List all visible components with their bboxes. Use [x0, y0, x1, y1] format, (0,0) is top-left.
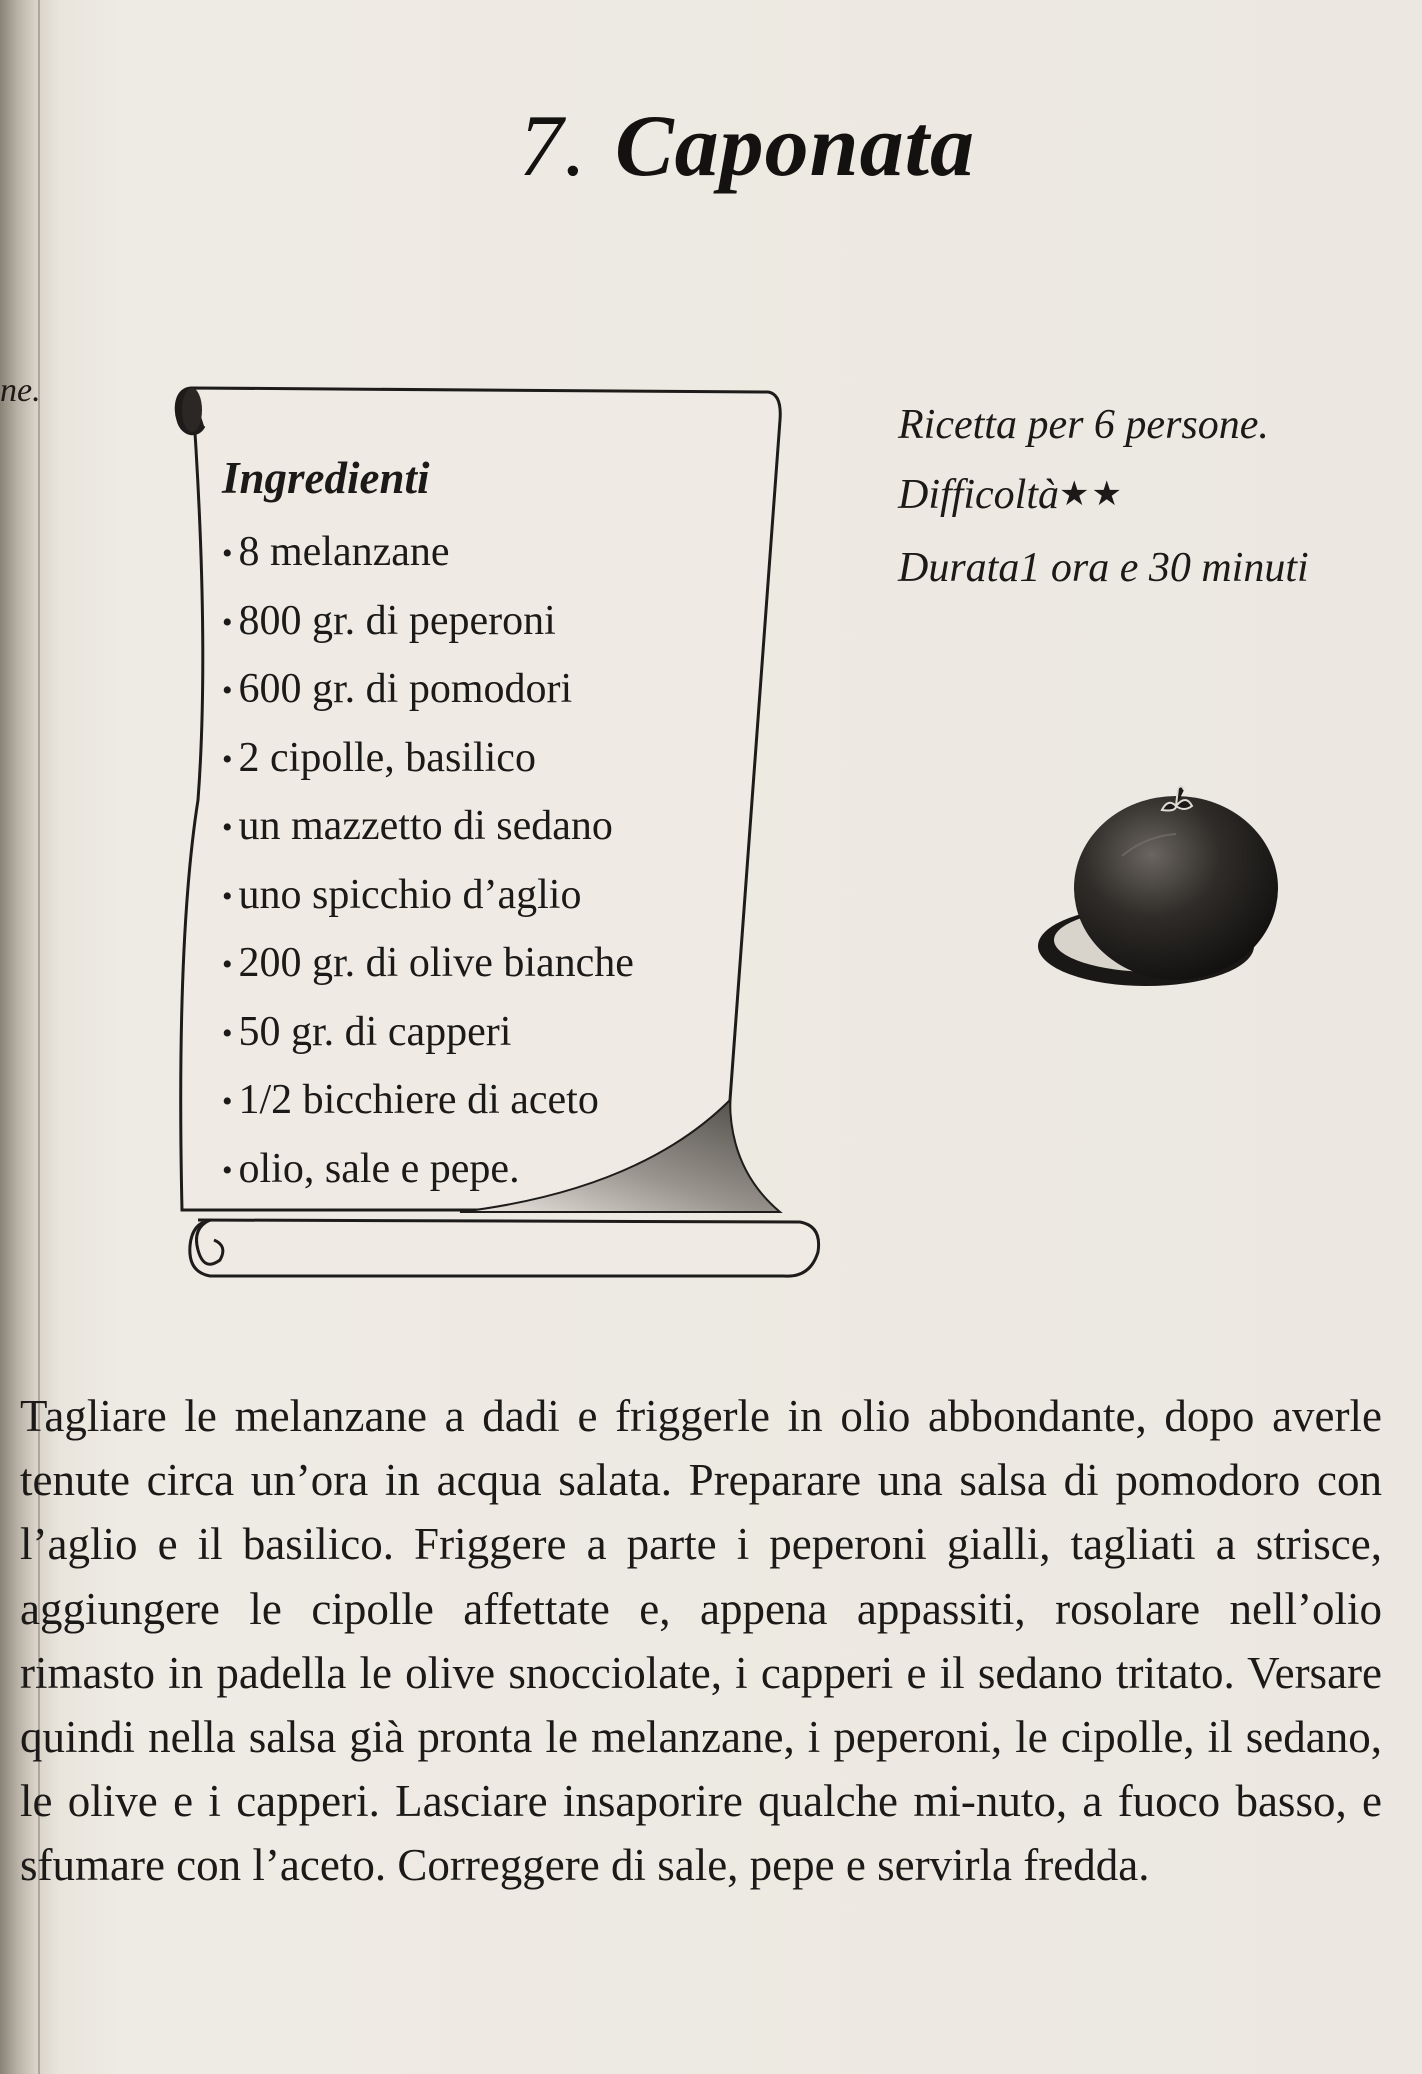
recipe-name: Caponata [614, 98, 976, 195]
facing-page-fragment: ne. [0, 372, 41, 409]
ingredient-item: • olio, sale e pepe. [222, 1137, 742, 1206]
ingredient-item: • un mazzetto di sedano [222, 794, 742, 863]
ingredient-item: • 2 cipolle, basilico [222, 726, 742, 795]
difficulty-stars: ★★ [1059, 476, 1124, 513]
tomato-icon [1026, 776, 1296, 996]
recipe-info [898, 390, 1398, 603]
servings-text: Ricetta per 6 persone. [898, 402, 1269, 448]
ingredient-item: • uno spicchio d’aglio [222, 863, 742, 932]
ingredient-item: • 600 gr. di pomodori [222, 657, 742, 726]
method-paragraph [20, 1384, 1382, 1898]
recipe-number: 7. [518, 98, 587, 195]
ingredient-item: • 8 melanzane [222, 520, 742, 589]
ingredient-item: • 200 gr. di olive bianche [222, 931, 742, 1000]
method-text: Tagliare le melanzane a dadi e friggerle in olio abbondante, dopo averle tenute circa un’ora in acqua salata. Preparare una salsa di pomodoro con l’aglio e il basilico. Friggere a parte i peperoni gialli, tagliati a strisce, aggiungere le cipolle affettate e, appena appassiti, rosolare nell’olio rimasto in padella le olive snocciolate, i capperi e il sedano tritato. Versare quindi nella salsa già pronta le melanzane, i peperoni, le cipolle, il sedano, le olive e i capperi. Lasciare insaporire qualche mi-nuto, a fuoco basso, e sfumare con l’aceto. Correggere di sale, pepe e servirla fredda. [20, 1391, 1382, 1891]
ingredient-item: • 50 gr. di capperi [222, 1000, 742, 1069]
ingredients-heading: Ingredienti [222, 453, 430, 503]
ingredients-list [222, 520, 742, 1205]
ingredient-item: • 800 gr. di peperoni [222, 589, 742, 658]
ingredient-item: • 1/2 bicchiere di aceto [222, 1068, 742, 1137]
ingredients-box [222, 448, 742, 1205]
difficulty-line [898, 460, 1398, 533]
difficulty-label: Difficoltà [898, 472, 1059, 518]
recipe-title [36, 96, 1422, 197]
duration-text: Durata1 ora e 30 minuti [898, 545, 1309, 591]
